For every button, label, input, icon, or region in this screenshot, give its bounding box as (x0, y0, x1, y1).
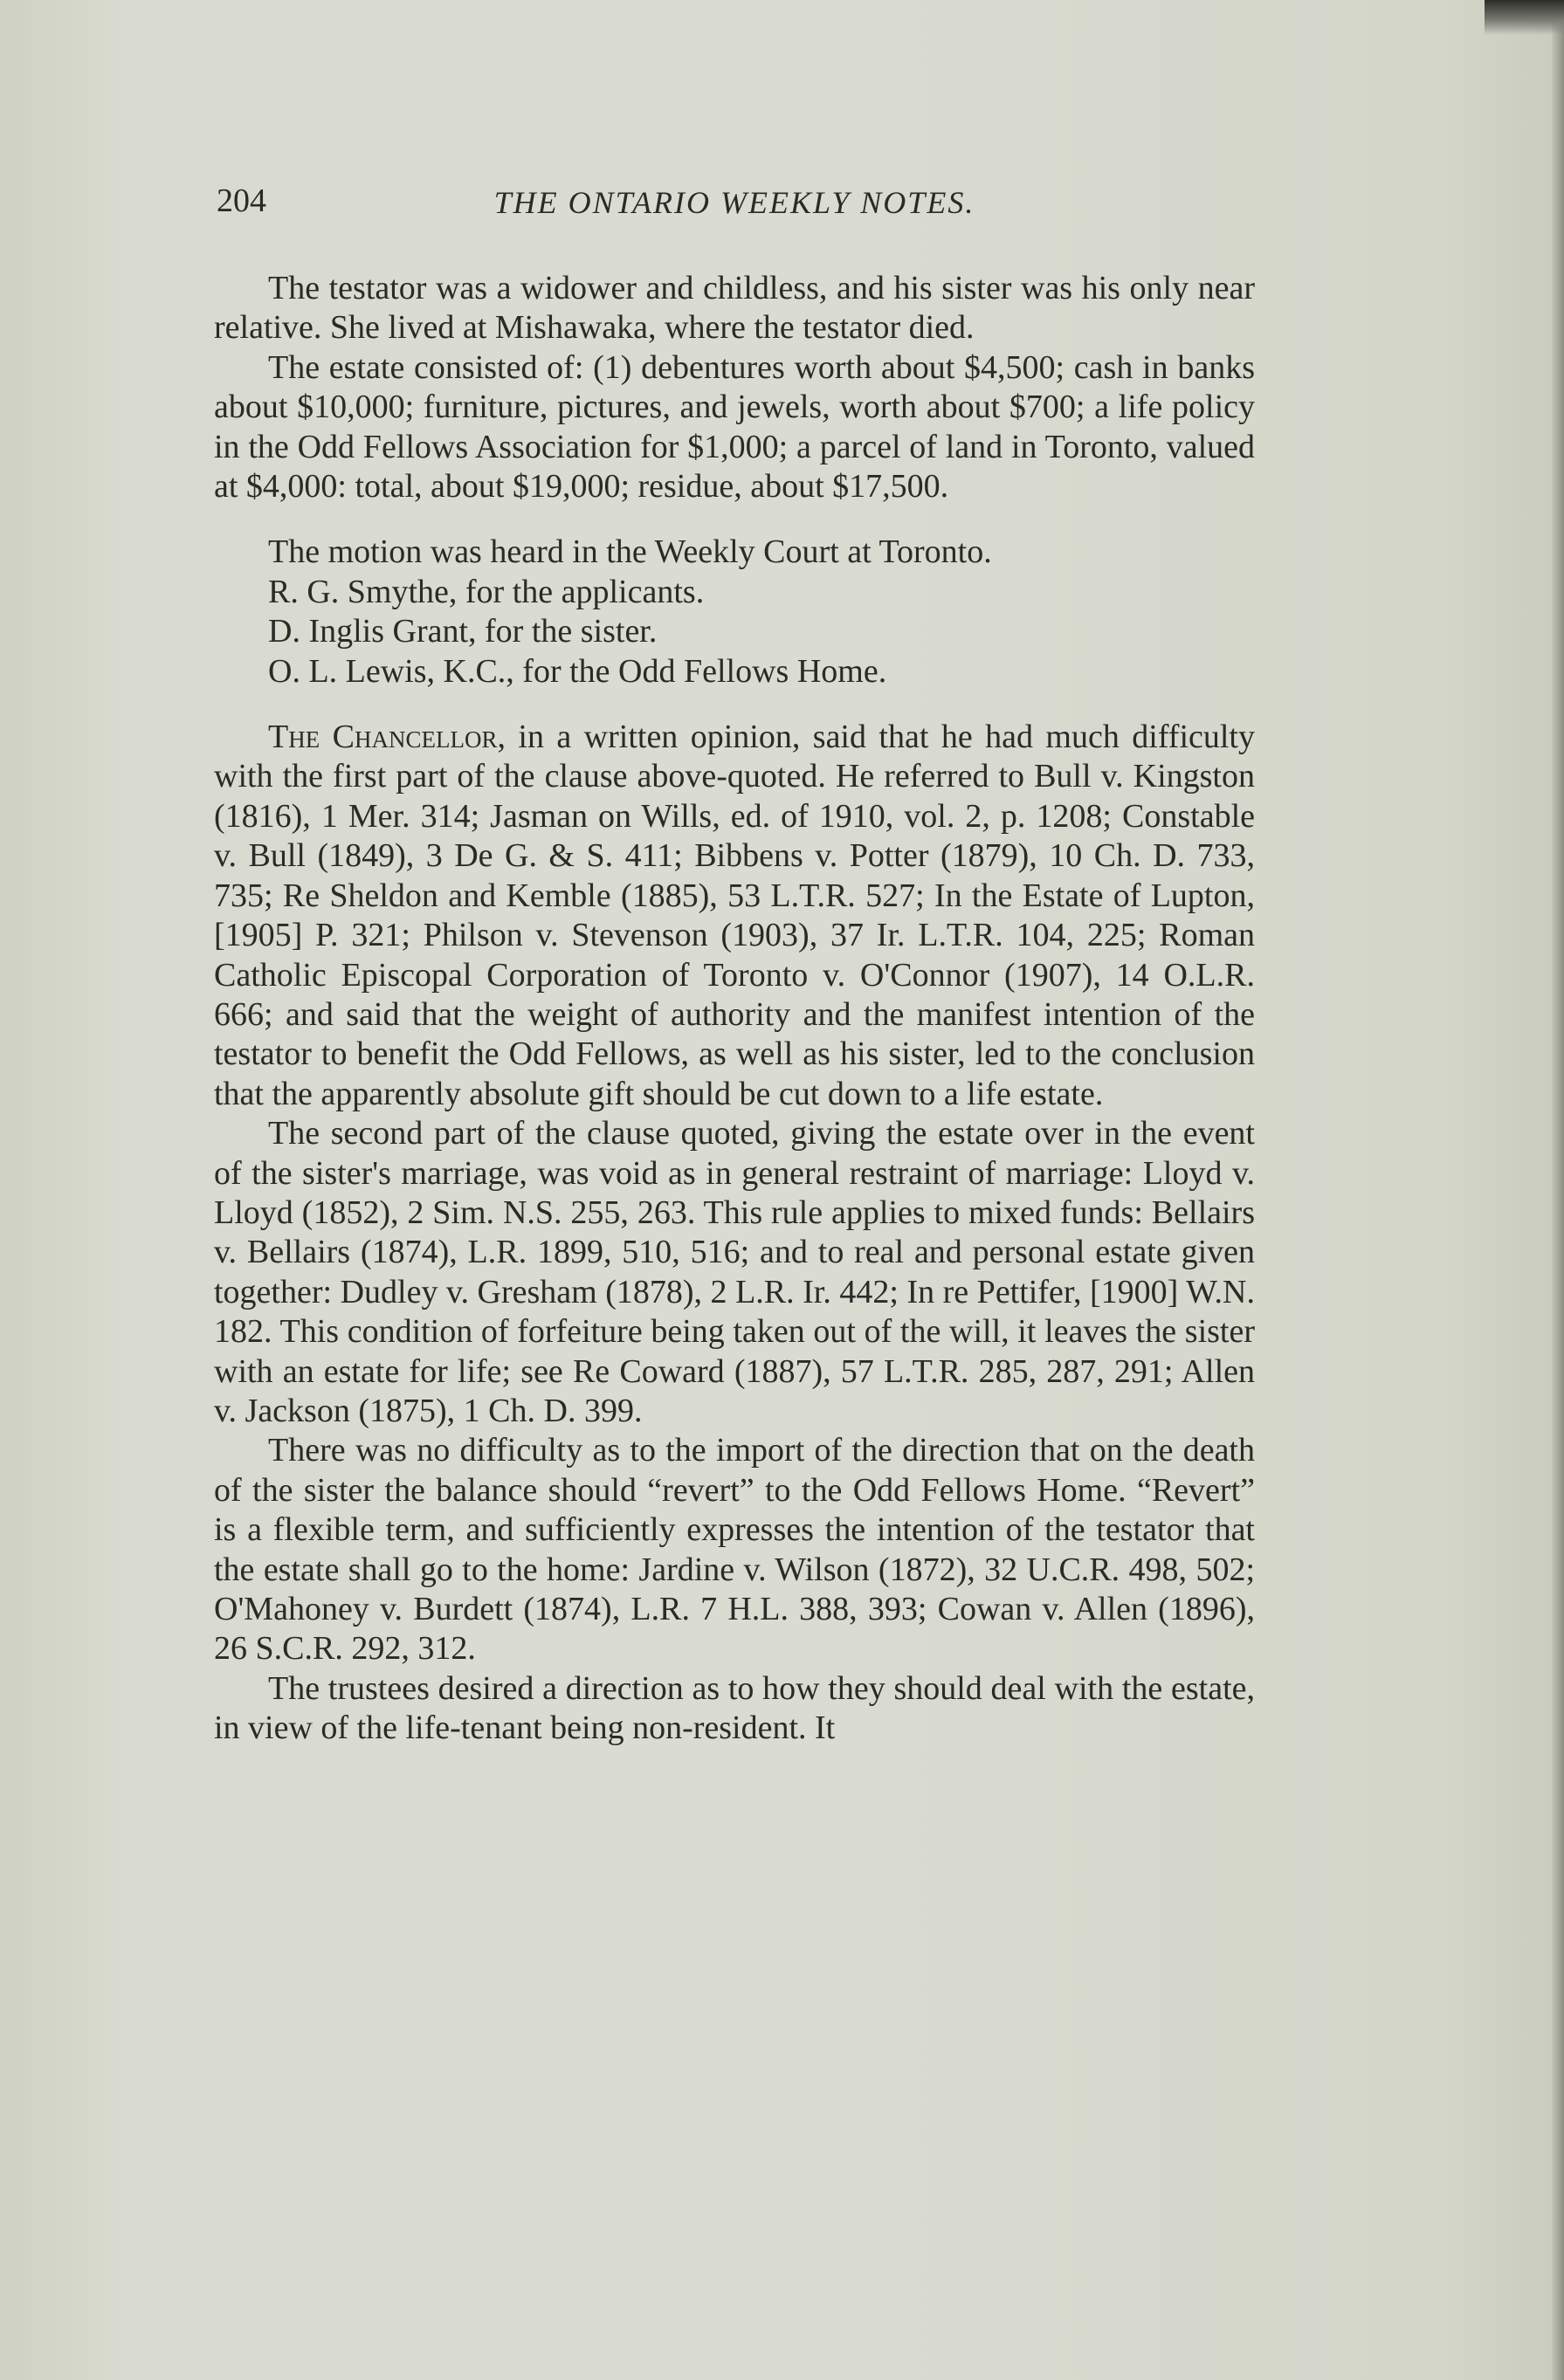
page-text (214, 182, 1255, 1749)
paragraph-testator: The testator was a widower and childless, and his sister was his only near relative. She lived at Mishawaka, where the testator died. (214, 270, 1255, 347)
paragraph-estate: The estate consisted of: (1) debentures worth about $4,500; cash in banks about $10,000; furniture, pictures, and jewels, worth about $700; a life policy in the Odd Fellows Association for $1,000; a parcel of land in Toronto, valued at $4,000: total, about $19,000; residue, about $17,500. (214, 348, 1255, 506)
journal-title: THE ONTARIO WEEKLY NOTES. (493, 185, 975, 220)
paragraph-restraint-of-marriage: The second part of the clause quoted, giving the estate over in the event of the sister's marriage, was void as in general restraint of marriage: Lloyd v. Lloyd (1852), 2 Sim. N.S. 255, 263. This rule applies to mixed funds: Bellairs v. Bellairs (1874), L.R. 1899, 510, 516; and to real and personal estate given together: Dudley v. Gresham (1878), 2 L.R. Ir. 442; In re Pettifer, [1900] W.N. 182. This condition of forfeiture being taken out of the will, it leaves the sister with an estate for life; see Re Coward (1887), 57 L.T.R. 285, 287, 291; Allen v. Jackson (1875), 1 Ch. D. 399. (214, 1115, 1255, 1429)
paragraph-trustees: The trustees desired a direction as to how they should deal with the estate, in view of the life-tenant being non-resident. It (214, 1669, 1255, 1747)
counsel-line: O. L. Lewis, K.C., for the Odd Fellows Home. (268, 652, 887, 690)
opinion-text: , in a written opinion, said that he had much difficulty with the first part of the clause above-quoted. He referred to Bull v. Kingston (1816), 1 Mer. 314; Jasman on Wills, ed. of 1910, vol. 2, p. 1208; Constable v. Bull (1849), 3 De G. & S. 411; Bibbens v. Potter (1879), 10 Ch. D. 733, 735; Re Sheldon and Kemble (1885), 53 L.T.R. 527; In the Estate of Lupton, [1905] P. 321; Philson v. Stevenson (1903), 37 Ir. L.T.R. 104, 225; Roman Catholic Episcopal Corporation of Toronto v. O'Connor (1907), 14 O.L.R. 666; and said that the weight of authority and the manifest intention of the testator to benefit the Odd Fellows, as well as his sister, led to the conclusion that the apparently absolute gift should be cut down to a life estate. (214, 719, 1255, 1112)
page-edge-shadow (1552, 0, 1564, 2380)
running-head (214, 182, 1255, 234)
paragraph-revert: There was no difficulty as to the import of the direction that on the death of the sister the balance should “revert” to the Odd Fellows Home. “Revert” is a flexible term, and sufficiently expresses the intention of the testator that the estate shall go to the home: Jardine v. Wilson (1872), 32 U.C.R. 498, 502; O'Mahoney v. Burdett (1874), L.R. 7 H.L. 388, 393; Cowan v. Allen (1896), 26 S.C.R. 292, 312. (214, 1432, 1255, 1668)
counsel-line: R. G. Smythe, for the applicants. (268, 573, 705, 610)
page-number: 204 (217, 182, 266, 219)
counsel-line: D. Inglis Grant, for the sister. (268, 613, 658, 650)
motion-line: The motion was heard in the Weekly Court at Toronto. (268, 533, 992, 571)
paragraph-chancellor-opinion (214, 718, 1255, 1114)
page-corner-shadow (1485, 0, 1564, 35)
speaker-name: The Chancellor (268, 719, 498, 756)
